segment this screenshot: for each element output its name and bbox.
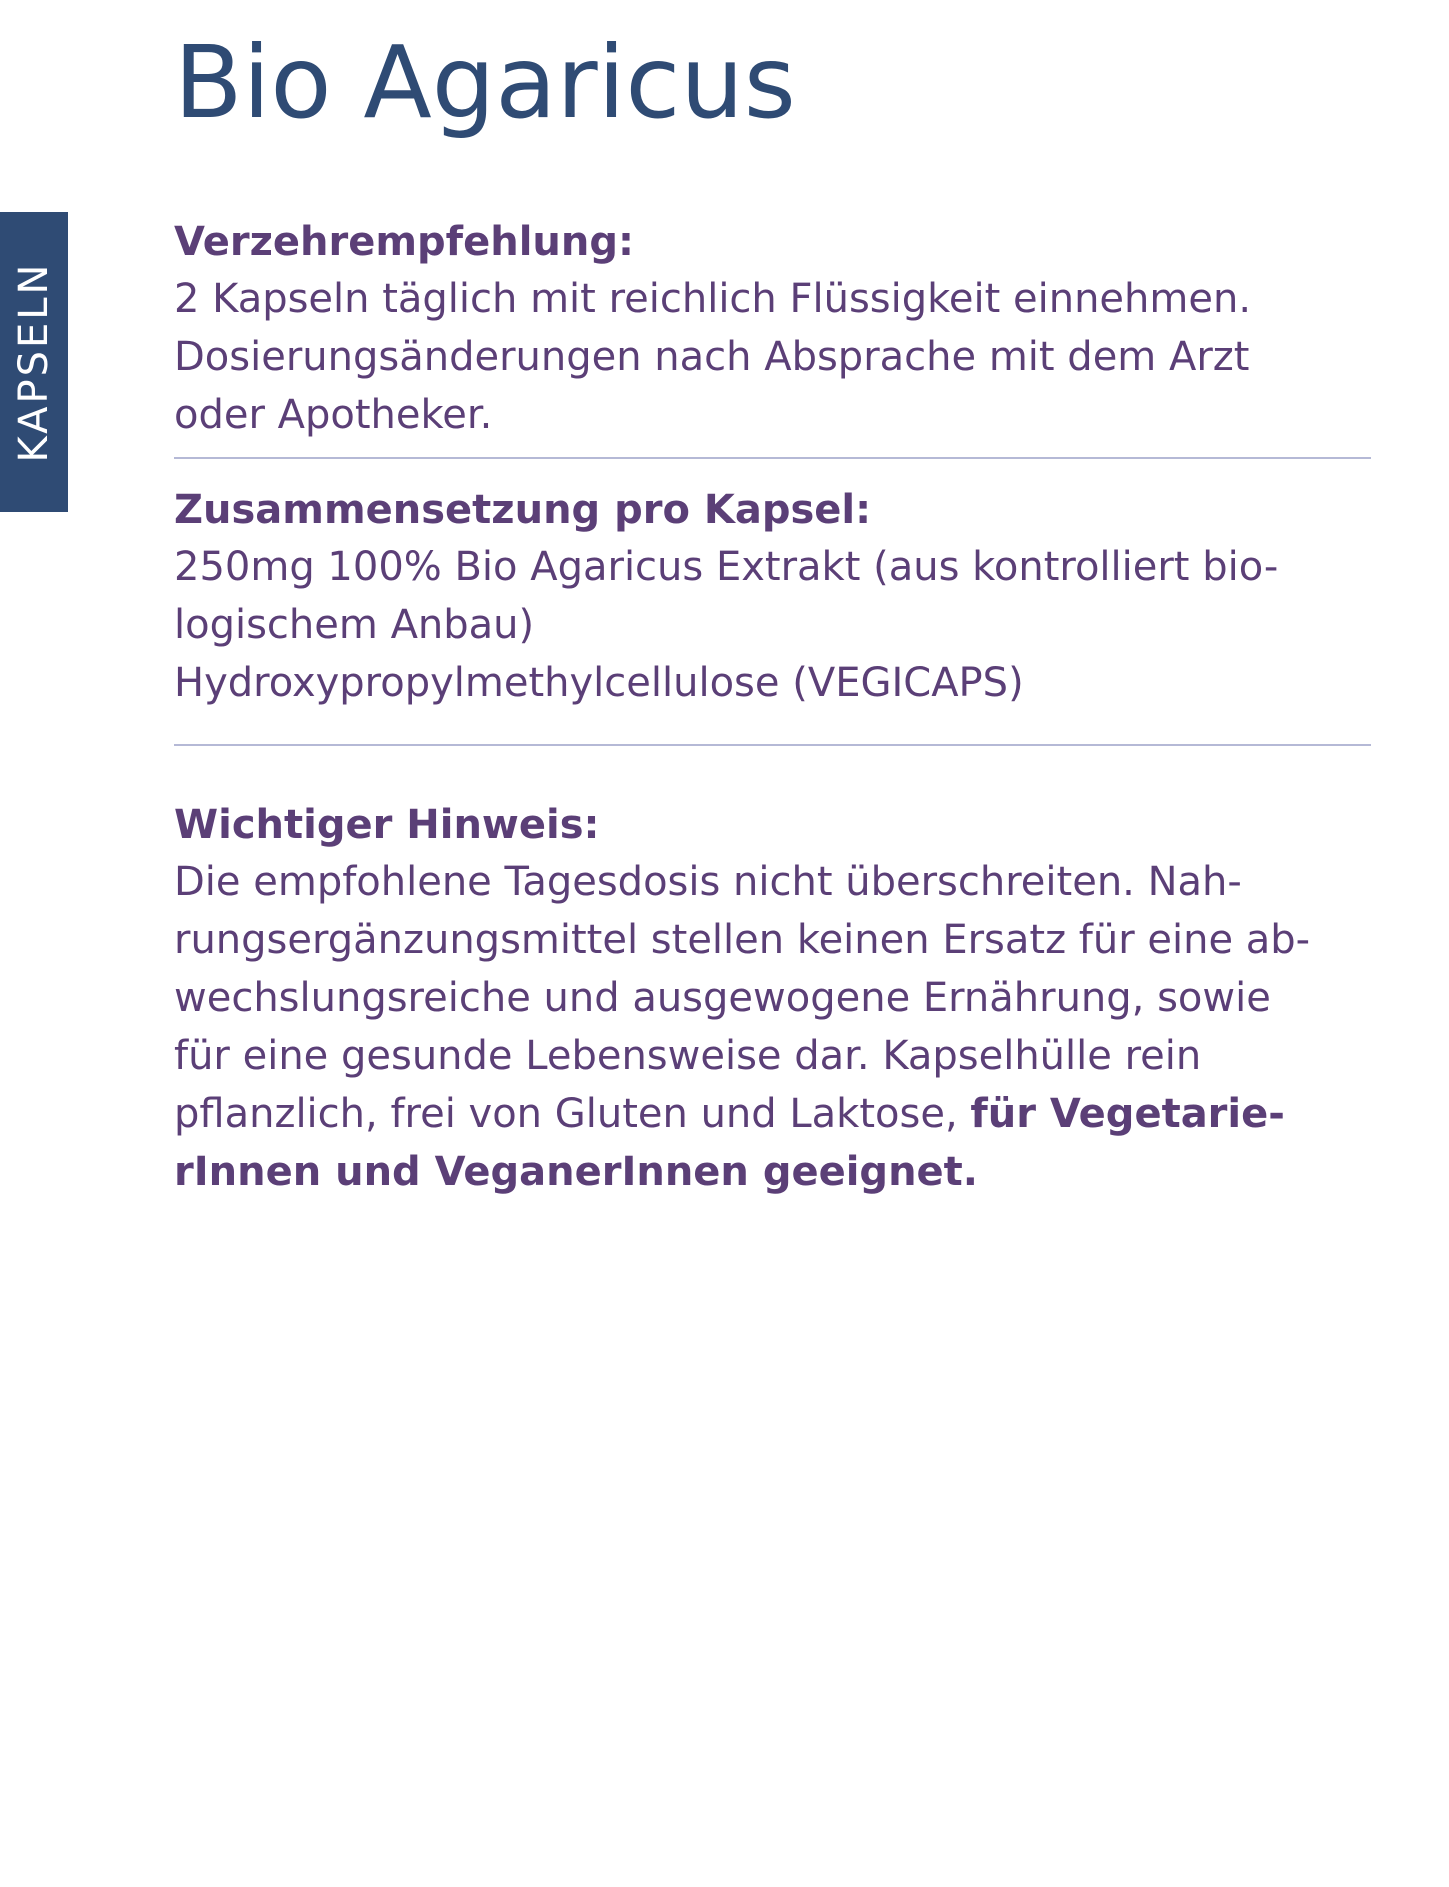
dosage-section [174, 214, 1371, 444]
dosage-line: Dosierungsänderungen nach Absprache mit dem Arzt [174, 334, 1250, 380]
notice-line: Die empfohlene Tagesdosis nicht überschreiten. Nah- [174, 859, 1242, 905]
composition-section [174, 482, 1371, 712]
side-tab [0, 212, 68, 512]
product-title: Bio Agaricus [174, 24, 796, 141]
notice-line: für eine gesunde Lebensweise dar. Kapselhülle rein [174, 1033, 1202, 1079]
notice-section [174, 797, 1371, 1201]
notice-bold-text: für Vegetarie- [970, 1091, 1285, 1137]
section-divider [174, 457, 1371, 459]
dosage-heading: Verzehrempfehlung: [174, 219, 634, 265]
dosage-body [174, 270, 1371, 444]
side-tab-label: KAPSELN [11, 261, 57, 463]
section-divider [174, 744, 1371, 746]
notice-heading: Wichtiger Hinweis: [174, 802, 600, 848]
notice-line: pflanzlich, frei von Gluten und Laktose, [174, 1091, 958, 1137]
composition-body [174, 538, 1371, 712]
notice-line: wechslungsreiche und ausgewogene Ernährung, sowie [174, 975, 1271, 1021]
notice-line: rungsergänzungsmittel stellen keinen Ersatz für eine ab- [174, 917, 1311, 963]
composition-line: logischem Anbau) [174, 602, 535, 648]
notice-body [174, 853, 1371, 1201]
composition-line: 250mg 100% Bio Agaricus Extrakt (aus kontrolliert bio- [174, 544, 1279, 590]
composition-line: Hydroxypropylmethylcellulose (VEGICAPS) [174, 660, 1024, 706]
dosage-line: oder Apotheker. [174, 392, 493, 438]
notice-line-mixed [174, 1085, 1371, 1143]
notice-bold-text: rInnen und VeganerInnen geeignet. [174, 1149, 978, 1195]
composition-heading: Zusammensetzung pro Kapsel: [174, 487, 872, 533]
dosage-line: 2 Kapseln täglich mit reichlich Flüssigkeit einnehmen. [174, 276, 1252, 322]
